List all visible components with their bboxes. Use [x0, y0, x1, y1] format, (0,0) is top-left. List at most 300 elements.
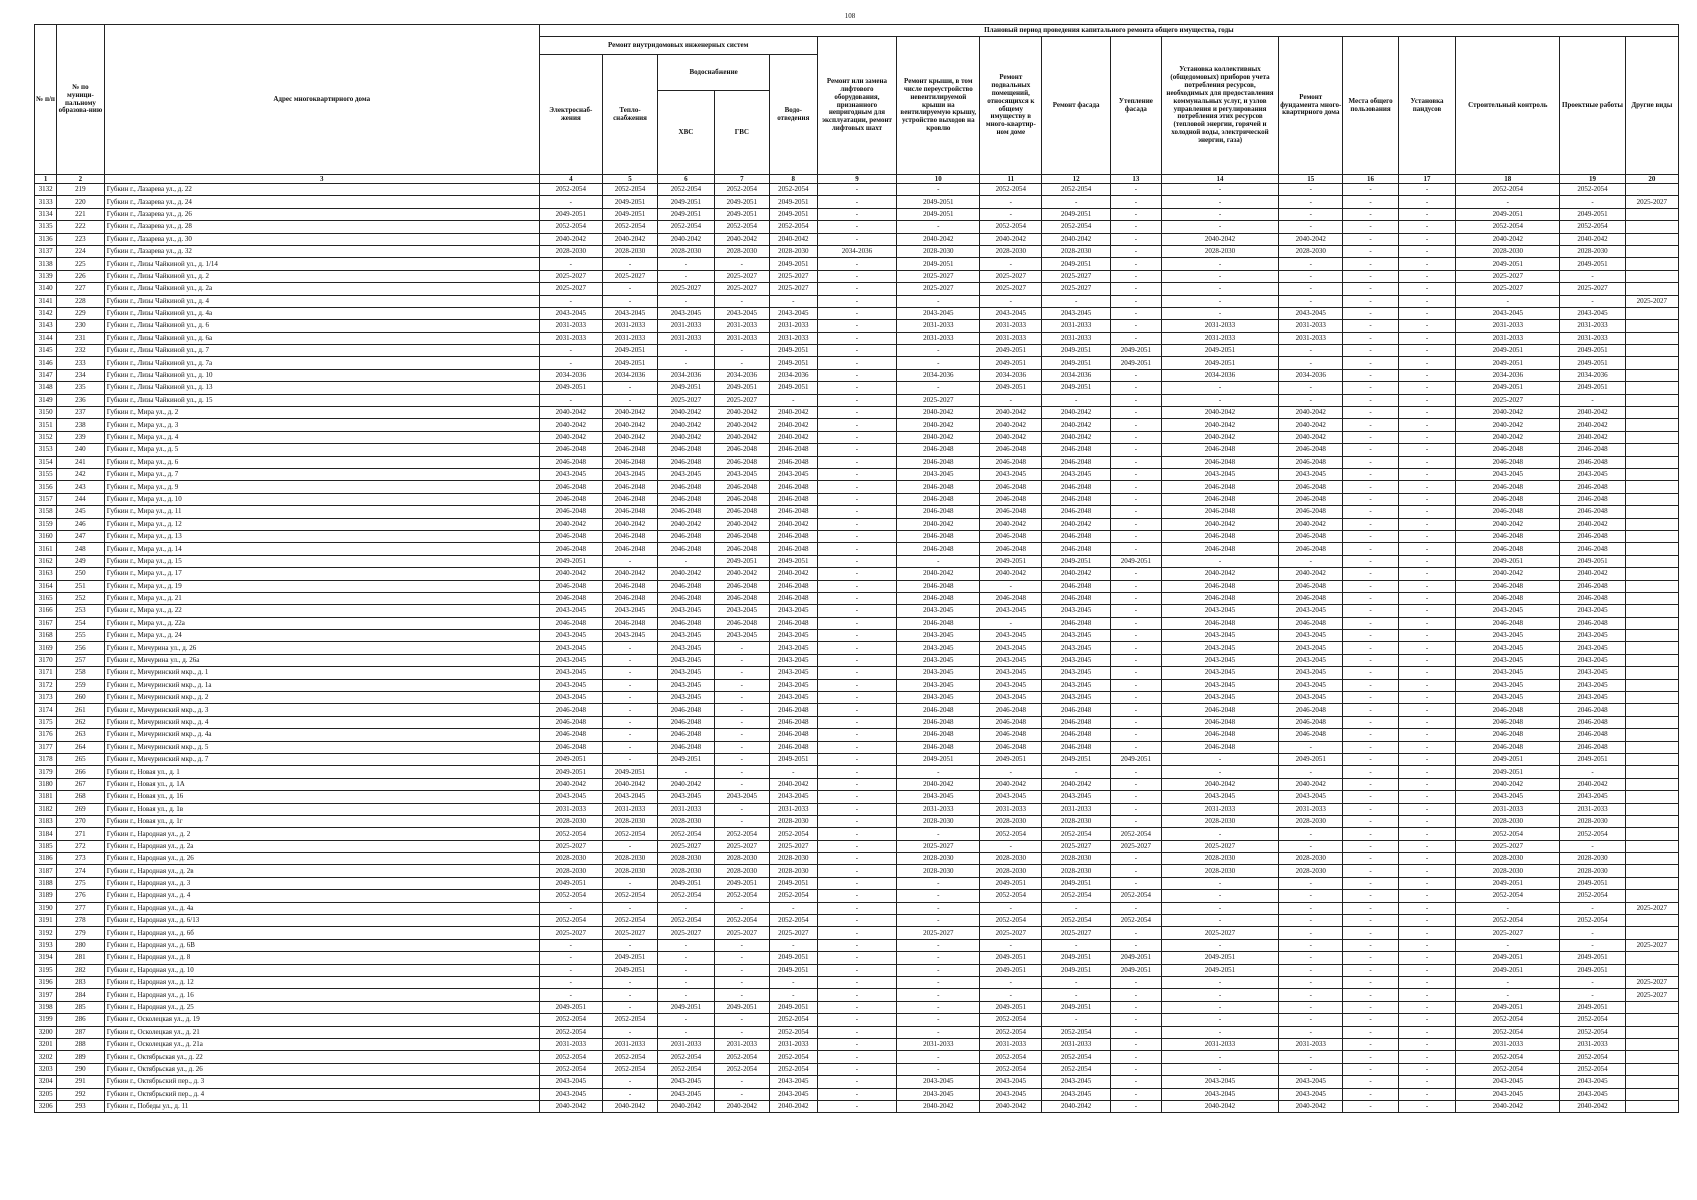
table-cell: 2040-2042	[658, 568, 714, 580]
table-cell: -	[1343, 753, 1398, 765]
table-cell: 2043-2045	[539, 630, 602, 642]
table-cell: 3174	[35, 704, 57, 716]
address-cell: Губкин г., Мира ул., д. 19	[104, 580, 539, 592]
table-cell: 2046-2048	[602, 543, 657, 555]
table-cell: 2040-2042	[1042, 431, 1111, 443]
table-cell: 2034-2036	[602, 369, 657, 381]
table-cell: 2043-2045	[897, 1088, 980, 1100]
table-cell: 2052-2054	[1560, 915, 1625, 927]
table-cell: 2052-2054	[1042, 1051, 1111, 1063]
table-cell: 2031-2033	[539, 1038, 602, 1050]
table-cell: 3204	[35, 1076, 57, 1088]
table-cell: 2031-2033	[602, 332, 657, 344]
table-row	[35, 307, 1679, 319]
table-cell	[1625, 877, 1678, 889]
table-cell: 229	[57, 307, 105, 319]
table-cell: -	[1343, 630, 1398, 642]
table-cell: 219	[57, 184, 105, 196]
table-cell: -	[602, 692, 657, 704]
table-cell: -	[1560, 989, 1625, 1001]
table-cell: 2046-2048	[770, 543, 818, 555]
table-cell: -	[1110, 989, 1161, 1001]
table-cell: 2052-2054	[980, 915, 1042, 927]
table-cell: -	[897, 1063, 980, 1075]
table-cell: 2046-2048	[1161, 617, 1278, 629]
table-cell: 2040-2042	[714, 419, 769, 431]
table-cell: 2040-2042	[1042, 568, 1111, 580]
table-cell: -	[1279, 766, 1343, 778]
table-cell: -	[658, 357, 714, 369]
table-cell: 2028-2030	[539, 245, 602, 257]
table-cell: -	[1343, 989, 1398, 1001]
header-lift: Ремонт или замена лифтового оборудования, признанного непригодным для эксплуатации, ремонт лифтовых шахт	[817, 37, 897, 175]
column-number: 19	[1560, 175, 1625, 184]
table-cell: 2046-2048	[980, 716, 1042, 728]
table-cell: 2052-2054	[1042, 1026, 1111, 1038]
table-cell: -	[817, 815, 897, 827]
table-cell: 3173	[35, 692, 57, 704]
table-cell: 2040-2042	[897, 407, 980, 419]
table-cell: 2043-2045	[770, 642, 818, 654]
table-cell: 2025-2027	[1161, 840, 1278, 852]
table-cell: 2034-2036	[1161, 369, 1278, 381]
table-cell: 2049-2051	[980, 952, 1042, 964]
table-cell: 2046-2048	[539, 716, 602, 728]
table-cell: -	[1398, 753, 1456, 765]
table-cell: -	[1110, 803, 1161, 815]
address-cell: Губкин г., Мира ул., д. 24	[104, 630, 539, 642]
table-cell: 2043-2045	[770, 654, 818, 666]
table-cell: -	[1042, 766, 1111, 778]
table-cell: 2043-2045	[770, 1076, 818, 1088]
table-cell: 2046-2048	[658, 592, 714, 604]
table-cell: 2046-2048	[1161, 530, 1278, 542]
table-cell: 2046-2048	[897, 493, 980, 505]
table-cell: -	[1343, 964, 1398, 976]
table-cell: 2040-2042	[602, 431, 657, 443]
table-row	[35, 543, 1679, 555]
table-row	[35, 419, 1679, 431]
table-cell: 2043-2045	[980, 605, 1042, 617]
table-cell: 2043-2045	[658, 654, 714, 666]
table-cell: 2043-2045	[1042, 679, 1111, 691]
table-cell: -	[1110, 568, 1161, 580]
table-cell	[1625, 964, 1678, 976]
table-cell: 2046-2048	[539, 580, 602, 592]
table-cell: 2028-2030	[897, 815, 980, 827]
table-cell: 3133	[35, 196, 57, 208]
table-cell: -	[539, 989, 602, 1001]
table-cell: 265	[57, 753, 105, 765]
table-cell: 3168	[35, 630, 57, 642]
table-cell: 2046-2048	[770, 481, 818, 493]
table-cell: 2046-2048	[1560, 444, 1625, 456]
table-cell: 246	[57, 518, 105, 530]
table-cell: 2025-2027	[714, 394, 769, 406]
header-address: Адрес многоквартирного дома	[104, 25, 539, 175]
table-cell: -	[1398, 357, 1456, 369]
table-cell: 2049-2051	[980, 877, 1042, 889]
table-cell: 2046-2048	[658, 444, 714, 456]
table-cell: 2028-2030	[658, 815, 714, 827]
table-cell	[1625, 233, 1678, 245]
table-cell: -	[1343, 419, 1398, 431]
header-electro: Электроснаб-жения	[539, 55, 602, 175]
table-cell: 2046-2048	[770, 592, 818, 604]
table-cell: 2040-2042	[1456, 407, 1560, 419]
table-cell: -	[817, 890, 897, 902]
table-cell: 3142	[35, 307, 57, 319]
table-cell: -	[1110, 382, 1161, 394]
table-cell: 2049-2051	[1042, 877, 1111, 889]
table-cell: 2040-2042	[980, 1100, 1042, 1112]
table-row	[35, 394, 1679, 406]
table-cell: 2043-2045	[897, 654, 980, 666]
table-cell: 2034-2036	[658, 369, 714, 381]
table-cell: -	[714, 704, 769, 716]
column-number: 8	[770, 175, 818, 184]
table-cell: 2046-2048	[539, 530, 602, 542]
table-cell: 2046-2048	[1560, 530, 1625, 542]
column-number: 18	[1456, 175, 1560, 184]
table-cell: 2052-2054	[602, 184, 657, 196]
table-cell	[1625, 791, 1678, 803]
table-cell: -	[1398, 481, 1456, 493]
table-cell	[1625, 394, 1678, 406]
table-cell: 3161	[35, 543, 57, 555]
table-cell: 2043-2045	[980, 692, 1042, 704]
table-cell: 3198	[35, 1001, 57, 1013]
table-cell: -	[1343, 1088, 1398, 1100]
table-cell: -	[602, 1076, 657, 1088]
table-cell: 2049-2051	[714, 1001, 769, 1013]
table-cell: -	[1110, 667, 1161, 679]
table-cell: 2031-2033	[714, 332, 769, 344]
table-cell: 2049-2051	[658, 877, 714, 889]
table-cell: 2046-2048	[1279, 729, 1343, 741]
table-cell: -	[1110, 196, 1161, 208]
table-cell: -	[1110, 939, 1161, 951]
table-cell: -	[1398, 927, 1456, 939]
table-cell	[1625, 766, 1678, 778]
table-row	[35, 233, 1679, 245]
table-cell: 2046-2048	[1456, 456, 1560, 468]
table-cell: 2043-2045	[658, 679, 714, 691]
table-cell: -	[602, 741, 657, 753]
table-cell	[1625, 208, 1678, 220]
table-cell: 2049-2051	[897, 196, 980, 208]
table-cell: 2031-2033	[658, 332, 714, 344]
table-cell: -	[1343, 592, 1398, 604]
table-cell: -	[1456, 989, 1560, 1001]
table-row	[35, 1038, 1679, 1050]
table-cell: 2052-2054	[1456, 184, 1560, 196]
table-cell: -	[1279, 357, 1343, 369]
table-cell: 2040-2042	[658, 431, 714, 443]
table-cell: 2043-2045	[1042, 791, 1111, 803]
table-cell: 3176	[35, 729, 57, 741]
table-cell: -	[770, 766, 818, 778]
table-cell: 3162	[35, 555, 57, 567]
table-cell: 2046-2048	[1042, 592, 1111, 604]
address-cell: Губкин г., Лизы Чайкиной ул., д. 4	[104, 295, 539, 307]
table-cell: -	[1560, 196, 1625, 208]
table-cell: -	[1343, 493, 1398, 505]
table-cell: 2052-2054	[602, 1063, 657, 1075]
table-cell: -	[817, 555, 897, 567]
table-cell: 2046-2048	[658, 617, 714, 629]
address-cell: Губкин г., Народная ул., д. 16	[104, 989, 539, 1001]
table-cell: -	[1398, 568, 1456, 580]
table-cell: 2046-2048	[1456, 741, 1560, 753]
table-cell: 2043-2045	[1456, 791, 1560, 803]
table-cell: 2052-2054	[1042, 915, 1111, 927]
table-cell: -	[1343, 245, 1398, 257]
column-number: 2	[57, 175, 105, 184]
table-row	[35, 630, 1679, 642]
table-cell: 2040-2042	[714, 568, 769, 580]
table-cell: 2043-2045	[1042, 1076, 1111, 1088]
table-cell: 2043-2045	[1560, 679, 1625, 691]
table-cell: 2049-2051	[897, 208, 980, 220]
table-cell: 2040-2042	[980, 407, 1042, 419]
table-cell: 2049-2051	[770, 345, 818, 357]
table-cell: -	[1343, 704, 1398, 716]
table-cell: -	[539, 295, 602, 307]
table-cell: -	[1279, 295, 1343, 307]
table-cell: 2040-2042	[602, 233, 657, 245]
table-cell	[1625, 1038, 1678, 1050]
column-number-row	[35, 175, 1679, 184]
table-cell: -	[1110, 493, 1161, 505]
table-cell: 2046-2048	[1161, 456, 1278, 468]
table-cell: -	[1398, 456, 1456, 468]
address-cell: Губкин г., Мичуринский мкр., д. 5	[104, 741, 539, 753]
table-cell: -	[714, 295, 769, 307]
table-cell: 2046-2048	[1042, 456, 1111, 468]
table-cell: -	[897, 977, 980, 989]
table-cell: 2043-2045	[770, 605, 818, 617]
table-cell: -	[1343, 791, 1398, 803]
table-cell: -	[1110, 1063, 1161, 1075]
table-cell: 2043-2045	[1560, 630, 1625, 642]
table-cell: 2049-2051	[1560, 258, 1625, 270]
table-cell: 230	[57, 320, 105, 332]
table-cell: -	[1279, 394, 1343, 406]
table-cell: 2049-2051	[1042, 753, 1111, 765]
table-cell	[1625, 444, 1678, 456]
table-cell: 2049-2051	[1042, 382, 1111, 394]
table-cell: 2046-2048	[980, 704, 1042, 716]
table-cell: -	[1343, 543, 1398, 555]
table-cell: -	[1343, 431, 1398, 443]
table-cell: -	[714, 964, 769, 976]
repair-schedule-table	[34, 24, 1679, 1113]
table-cell: -	[1343, 741, 1398, 753]
table-cell: 2046-2048	[1279, 617, 1343, 629]
table-cell: 2043-2045	[1042, 1088, 1111, 1100]
header-insulation: Утепление фасада	[1110, 37, 1161, 175]
table-cell: 2040-2042	[1042, 407, 1111, 419]
table-cell: 3184	[35, 828, 57, 840]
table-cell: 2046-2048	[539, 704, 602, 716]
table-row	[35, 245, 1679, 257]
table-cell: -	[1110, 407, 1161, 419]
table-cell: 2040-2042	[1456, 233, 1560, 245]
table-cell: 2046-2048	[1161, 481, 1278, 493]
address-cell: Губкин г., Осколецкая ул., д. 19	[104, 1014, 539, 1026]
table-cell: -	[1110, 1076, 1161, 1088]
table-row	[35, 617, 1679, 629]
table-cell: -	[1398, 307, 1456, 319]
table-cell: -	[770, 939, 818, 951]
table-cell: -	[714, 952, 769, 964]
table-cell: 2046-2048	[1042, 741, 1111, 753]
table-cell	[1625, 1026, 1678, 1038]
table-cell: 3167	[35, 617, 57, 629]
table-cell: 2052-2054	[980, 1051, 1042, 1063]
table-cell: 2049-2051	[1161, 357, 1278, 369]
table-cell: 2028-2030	[1560, 815, 1625, 827]
table-cell: 2049-2051	[1042, 345, 1111, 357]
table-cell	[1625, 642, 1678, 654]
table-cell: 2046-2048	[980, 506, 1042, 518]
table-cell: -	[602, 654, 657, 666]
table-cell: -	[1398, 258, 1456, 270]
table-cell: -	[602, 716, 657, 728]
table-cell: 2043-2045	[1161, 1088, 1278, 1100]
table-cell	[1625, 258, 1678, 270]
table-cell: 2046-2048	[658, 543, 714, 555]
table-cell: 2046-2048	[897, 456, 980, 468]
table-cell: 2031-2033	[714, 320, 769, 332]
table-cell: 2046-2048	[1279, 493, 1343, 505]
table-cell: 2034-2036	[817, 245, 897, 257]
table-cell: 2049-2051	[1456, 345, 1560, 357]
table-cell: -	[1161, 766, 1278, 778]
table-row	[35, 518, 1679, 530]
table-cell: -	[897, 766, 980, 778]
header-gvs: ГВС	[714, 91, 769, 175]
table-cell: -	[1042, 196, 1111, 208]
table-cell: -	[714, 778, 769, 790]
table-row	[35, 258, 1679, 270]
table-cell: -	[1398, 1063, 1456, 1075]
table-cell: -	[1279, 964, 1343, 976]
table-cell: -	[1161, 989, 1278, 1001]
table-cell: -	[1110, 1051, 1161, 1063]
table-cell: -	[658, 1026, 714, 1038]
table-row	[35, 840, 1679, 852]
table-cell: 2043-2045	[658, 605, 714, 617]
table-cell: 220	[57, 196, 105, 208]
table-cell: -	[658, 939, 714, 951]
table-cell: -	[1110, 245, 1161, 257]
table-cell: 2043-2045	[1456, 630, 1560, 642]
table-cell: 2049-2051	[770, 208, 818, 220]
table-cell: 2040-2042	[1279, 431, 1343, 443]
table-cell: 222	[57, 221, 105, 233]
table-cell	[1625, 592, 1678, 604]
table-cell: 2025-2027	[1625, 939, 1678, 951]
table-cell: -	[539, 977, 602, 989]
table-cell: 2031-2033	[770, 332, 818, 344]
table-cell: 2046-2048	[980, 493, 1042, 505]
table-cell: 2034-2036	[539, 369, 602, 381]
table-cell: 2031-2033	[1279, 1038, 1343, 1050]
table-cell: 2049-2051	[1110, 753, 1161, 765]
table-cell: 2040-2042	[897, 431, 980, 443]
table-cell: 2028-2030	[980, 815, 1042, 827]
table-cell: -	[1398, 1014, 1456, 1026]
table-cell: 2040-2042	[897, 778, 980, 790]
table-cell: 2025-2027	[1560, 283, 1625, 295]
table-cell: -	[1110, 1026, 1161, 1038]
table-cell: 2025-2027	[714, 840, 769, 852]
address-cell: Губкин г., Народная ул., д. 6/13	[104, 915, 539, 927]
table-cell: 2040-2042	[770, 1100, 818, 1112]
table-row	[35, 877, 1679, 889]
table-cell: 2046-2048	[714, 493, 769, 505]
table-cell: 2028-2030	[1456, 245, 1560, 257]
table-cell: 2043-2045	[602, 791, 657, 803]
table-row	[35, 493, 1679, 505]
table-cell: 2025-2027	[1042, 927, 1111, 939]
table-cell: 2031-2033	[897, 320, 980, 332]
address-cell: Губкин г., Лизы Чайкиной ул., д. 6	[104, 320, 539, 332]
table-cell: 2046-2048	[602, 481, 657, 493]
table-cell: -	[1110, 741, 1161, 753]
table-cell: -	[1279, 345, 1343, 357]
table-cell: -	[1110, 630, 1161, 642]
table-cell: 2043-2045	[539, 692, 602, 704]
table-cell: 2049-2051	[602, 357, 657, 369]
table-cell: -	[1161, 753, 1278, 765]
table-cell: 3147	[35, 369, 57, 381]
table-cell: 2043-2045	[1042, 468, 1111, 480]
table-cell: -	[539, 345, 602, 357]
table-cell: -	[602, 704, 657, 716]
header-hvs: ХВС	[658, 91, 714, 175]
table-cell: -	[1398, 506, 1456, 518]
table-row	[35, 270, 1679, 282]
table-cell: 2031-2033	[770, 320, 818, 332]
table-cell: 2031-2033	[1560, 803, 1625, 815]
table-cell: -	[817, 877, 897, 889]
header-meters: Установка коллективных (общедомовых) приборов учета потребления ресурсов, необходимых для предоставления коммунальных услуг, и узлов управления и регулирования потребления этих ресурсов (тепловой энергии, горячей и холодной воды, электрической энергии, газа)	[1161, 37, 1278, 175]
table-cell: -	[1279, 939, 1343, 951]
table-cell: 2046-2048	[1456, 716, 1560, 728]
table-cell: 2043-2045	[1279, 1076, 1343, 1088]
table-cell: 2046-2048	[770, 704, 818, 716]
table-cell: -	[1398, 964, 1456, 976]
table-cell: 2028-2030	[539, 865, 602, 877]
table-cell: -	[1398, 778, 1456, 790]
table-cell: -	[1343, 667, 1398, 679]
table-cell: -	[1161, 394, 1278, 406]
table-cell: 3134	[35, 208, 57, 220]
table-cell: 2043-2045	[1456, 468, 1560, 480]
table-cell: 2043-2045	[1161, 642, 1278, 654]
table-cell: 287	[57, 1026, 105, 1038]
table-cell: -	[1042, 295, 1111, 307]
address-cell: Губкин г., Лазарева ул., д. 24	[104, 196, 539, 208]
table-cell: 2052-2054	[1456, 828, 1560, 840]
table-cell: 2052-2054	[602, 915, 657, 927]
address-cell: Губкин г., Лизы Чайкиной ул., д. 13	[104, 382, 539, 394]
table-row	[35, 456, 1679, 468]
table-cell: 2028-2030	[714, 865, 769, 877]
